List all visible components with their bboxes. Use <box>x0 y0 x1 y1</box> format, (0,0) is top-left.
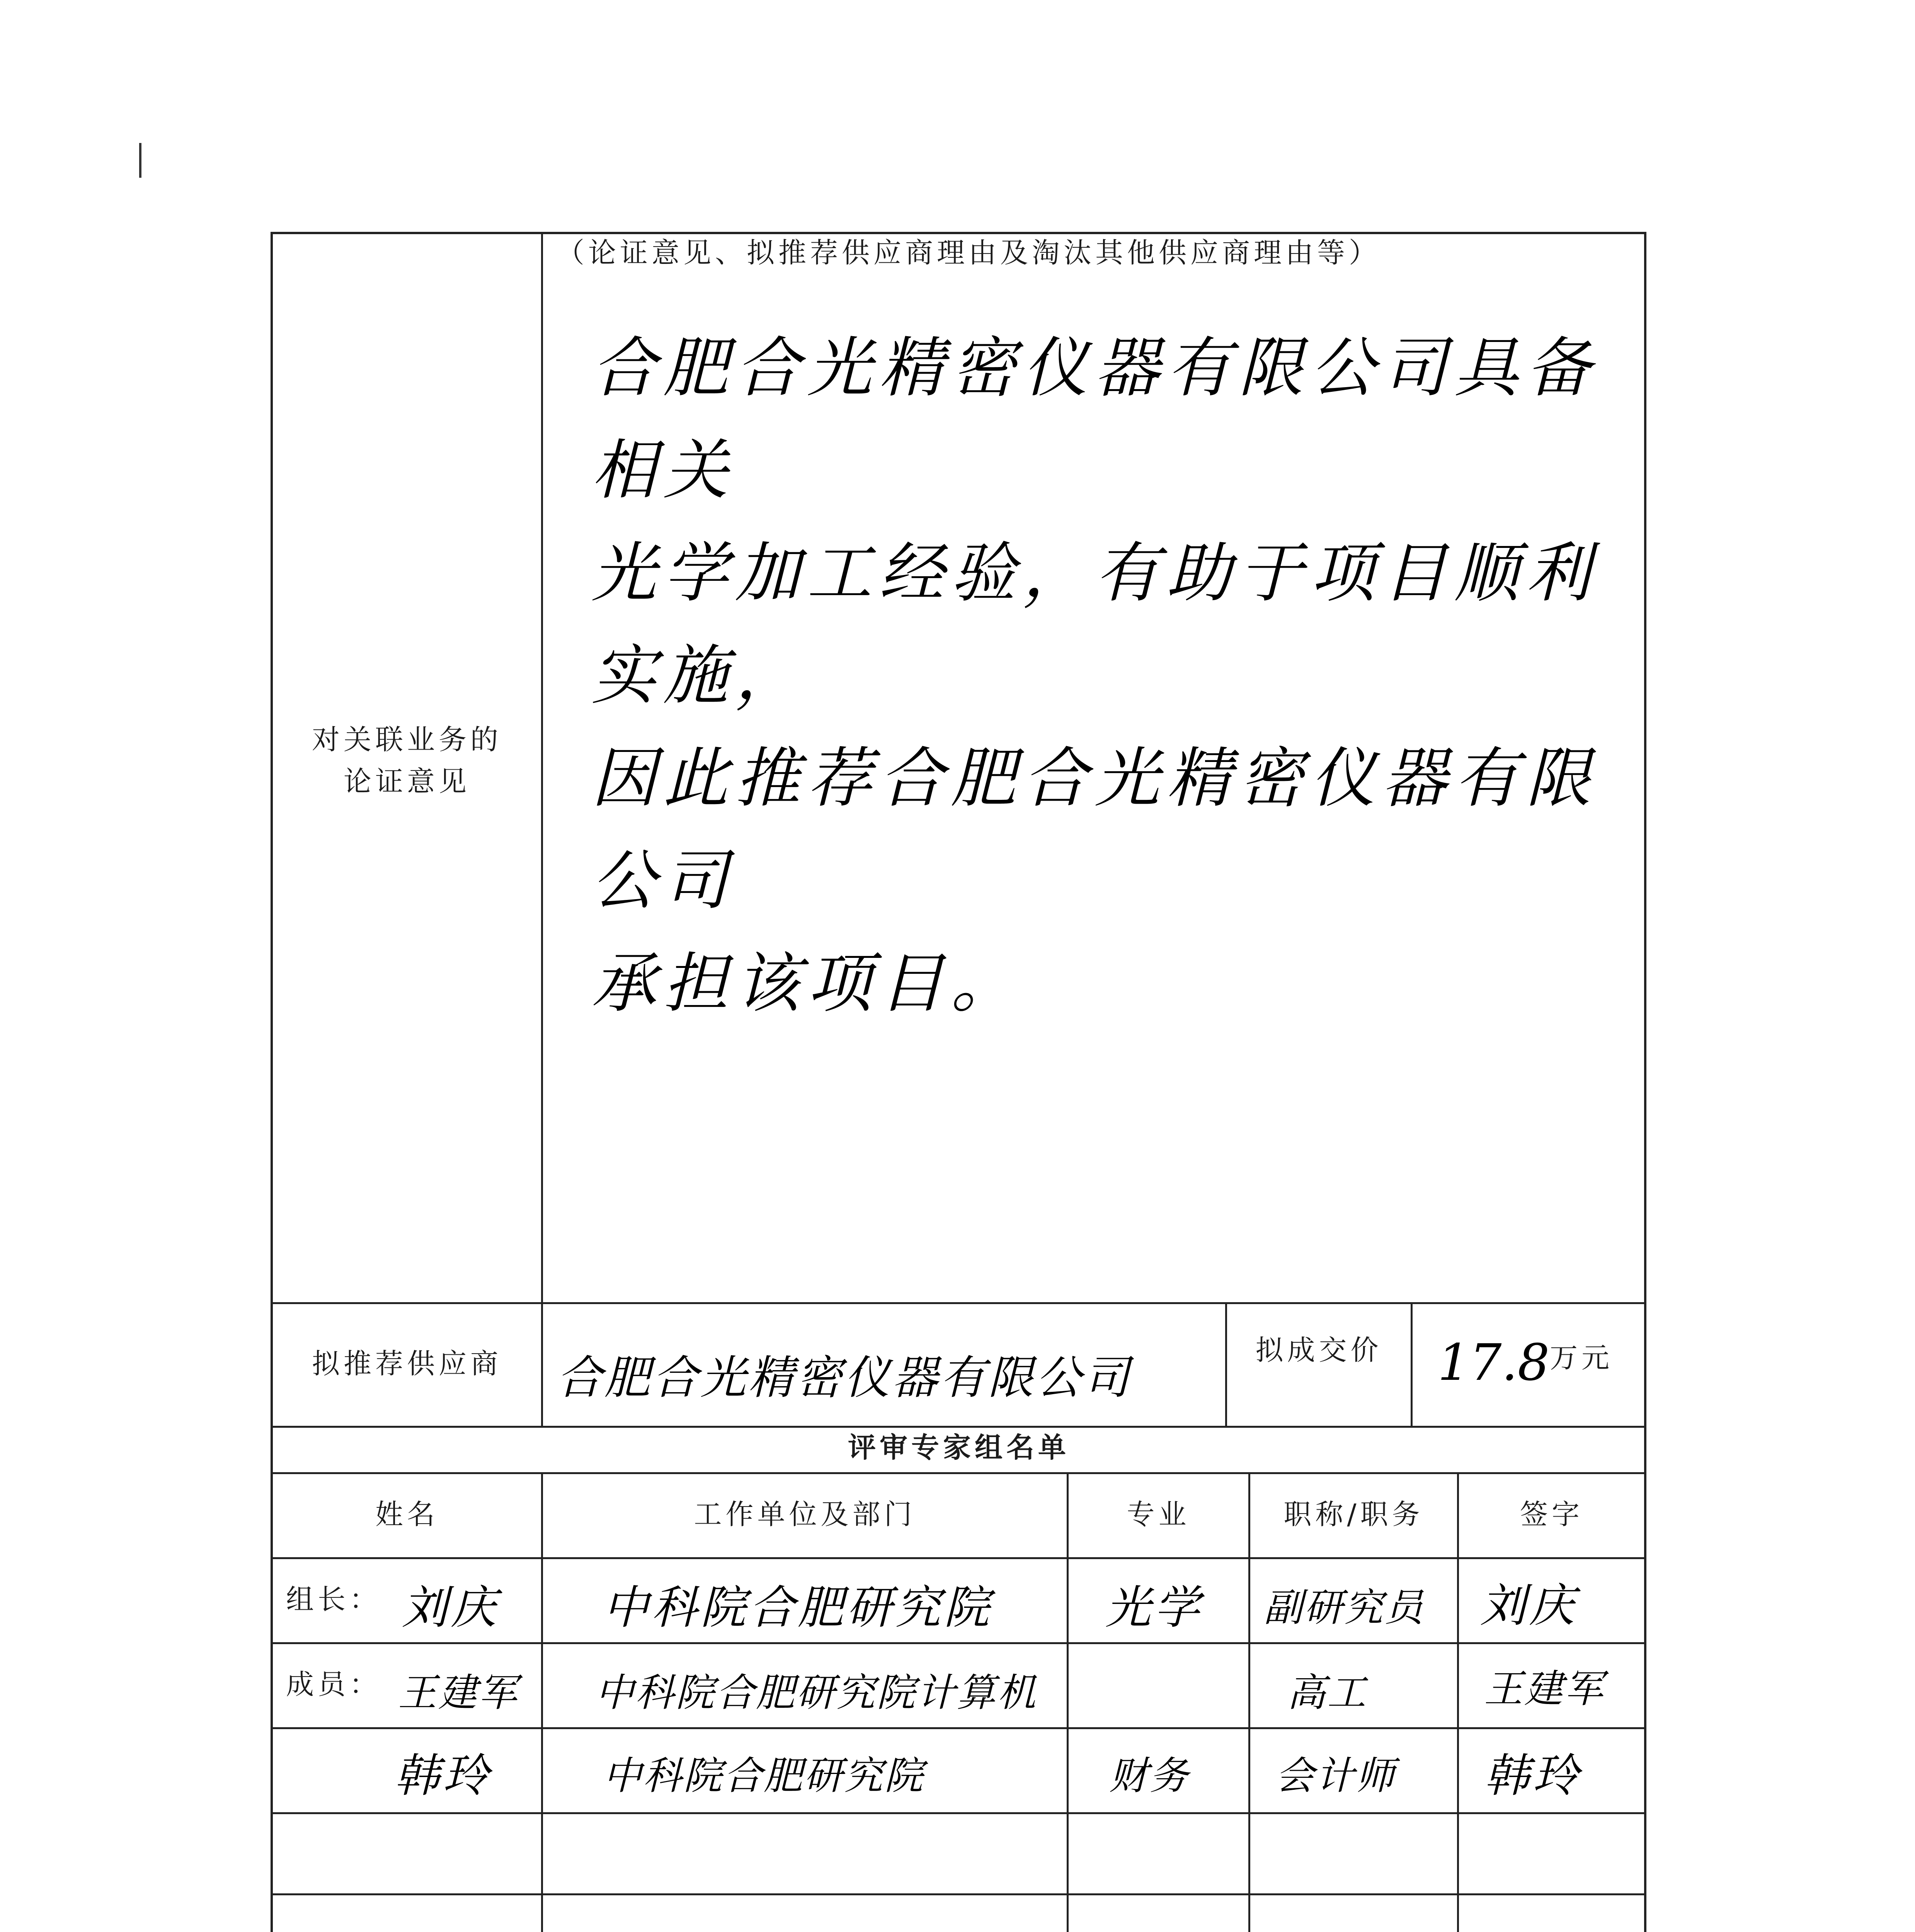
review-instruction: （论证意见、拟推荐供应商理由及淘汰其他供应商理由等） <box>557 236 1381 269</box>
header-specialty: 专业 <box>1127 1498 1190 1531</box>
price-label: 拟成交价 <box>1255 1334 1382 1366</box>
review-label <box>273 719 541 802</box>
row3-signature: 韩玲 <box>1484 1749 1582 1802</box>
label-column-divider <box>541 232 543 1426</box>
panel-col-line-1 <box>541 1472 543 1932</box>
panel-row1-bottom-line <box>271 1642 1646 1644</box>
header-title: 职称/职务 <box>1283 1498 1424 1531</box>
header-signature: 签字 <box>1520 1498 1583 1531</box>
panel-title: 评审专家组名单 <box>848 1431 1070 1464</box>
row1-specialty: 光学 <box>1105 1581 1203 1634</box>
row3-unit: 中科院合肥研究院 <box>603 1753 924 1798</box>
panel-title-bottom-line <box>271 1472 1646 1474</box>
header-name: 姓名 <box>375 1498 439 1531</box>
price-unit: 万元 <box>1550 1342 1614 1374</box>
panel-col-line-4 <box>1457 1472 1459 1932</box>
panel-row3-bottom-line <box>271 1812 1646 1814</box>
panel-row2-bottom-line <box>271 1727 1646 1729</box>
header-unit: 工作单位及部门 <box>694 1498 916 1531</box>
panel-col-line-3 <box>1248 1472 1250 1932</box>
price-value-left-line <box>1411 1302 1413 1426</box>
row2-role: 成员： <box>286 1668 381 1701</box>
review-opinion <box>591 317 1635 1035</box>
review-opinion-line2: 光学加工经验，有助于项目顺利实施， <box>591 535 1598 714</box>
row1-title: 副研究员 <box>1264 1585 1425 1630</box>
scan-edge-mark <box>139 143 141 178</box>
panel-header-bottom-line <box>271 1557 1646 1559</box>
row3-title: 会计师 <box>1275 1753 1396 1798</box>
review-opinion-line3: 因此推荐合肥合光精密仪器有限公司 <box>591 740 1598 919</box>
review-label-line2: 论证意见 <box>343 765 470 798</box>
row1-signature: 刘庆 <box>1480 1579 1578 1632</box>
panel-row4-bottom-line <box>271 1893 1646 1895</box>
supplier-name: 合肥合光精密仪器有限公司 <box>557 1351 1132 1404</box>
review-label-line1: 对关联业务的 <box>312 723 502 756</box>
row1-unit: 中科院合肥研究院 <box>603 1581 993 1634</box>
review-opinion-line4: 承担该项目。 <box>591 945 1023 1021</box>
row1-role: 组长： <box>286 1583 381 1616</box>
row3-specialty: 财务 <box>1109 1753 1190 1798</box>
row2-title: 高工 <box>1287 1670 1367 1715</box>
supplier-label: 拟推荐供应商 <box>312 1347 502 1380</box>
row2-unit: 中科院合肥研究院计算机 <box>595 1670 1037 1715</box>
review-row-bottom-line <box>271 1302 1646 1304</box>
review-opinion-line1: 合肥合光精密仪器有限公司具备相关 <box>591 330 1598 509</box>
row2-signature: 王建军 <box>1484 1666 1605 1711</box>
price-value: 17.8 <box>1438 1333 1550 1392</box>
panel-col-line-2 <box>1067 1472 1069 1932</box>
row3-name: 韩玲 <box>394 1749 492 1802</box>
row1-name: 刘庆 <box>402 1581 500 1634</box>
row2-name: 王建军 <box>398 1670 519 1715</box>
